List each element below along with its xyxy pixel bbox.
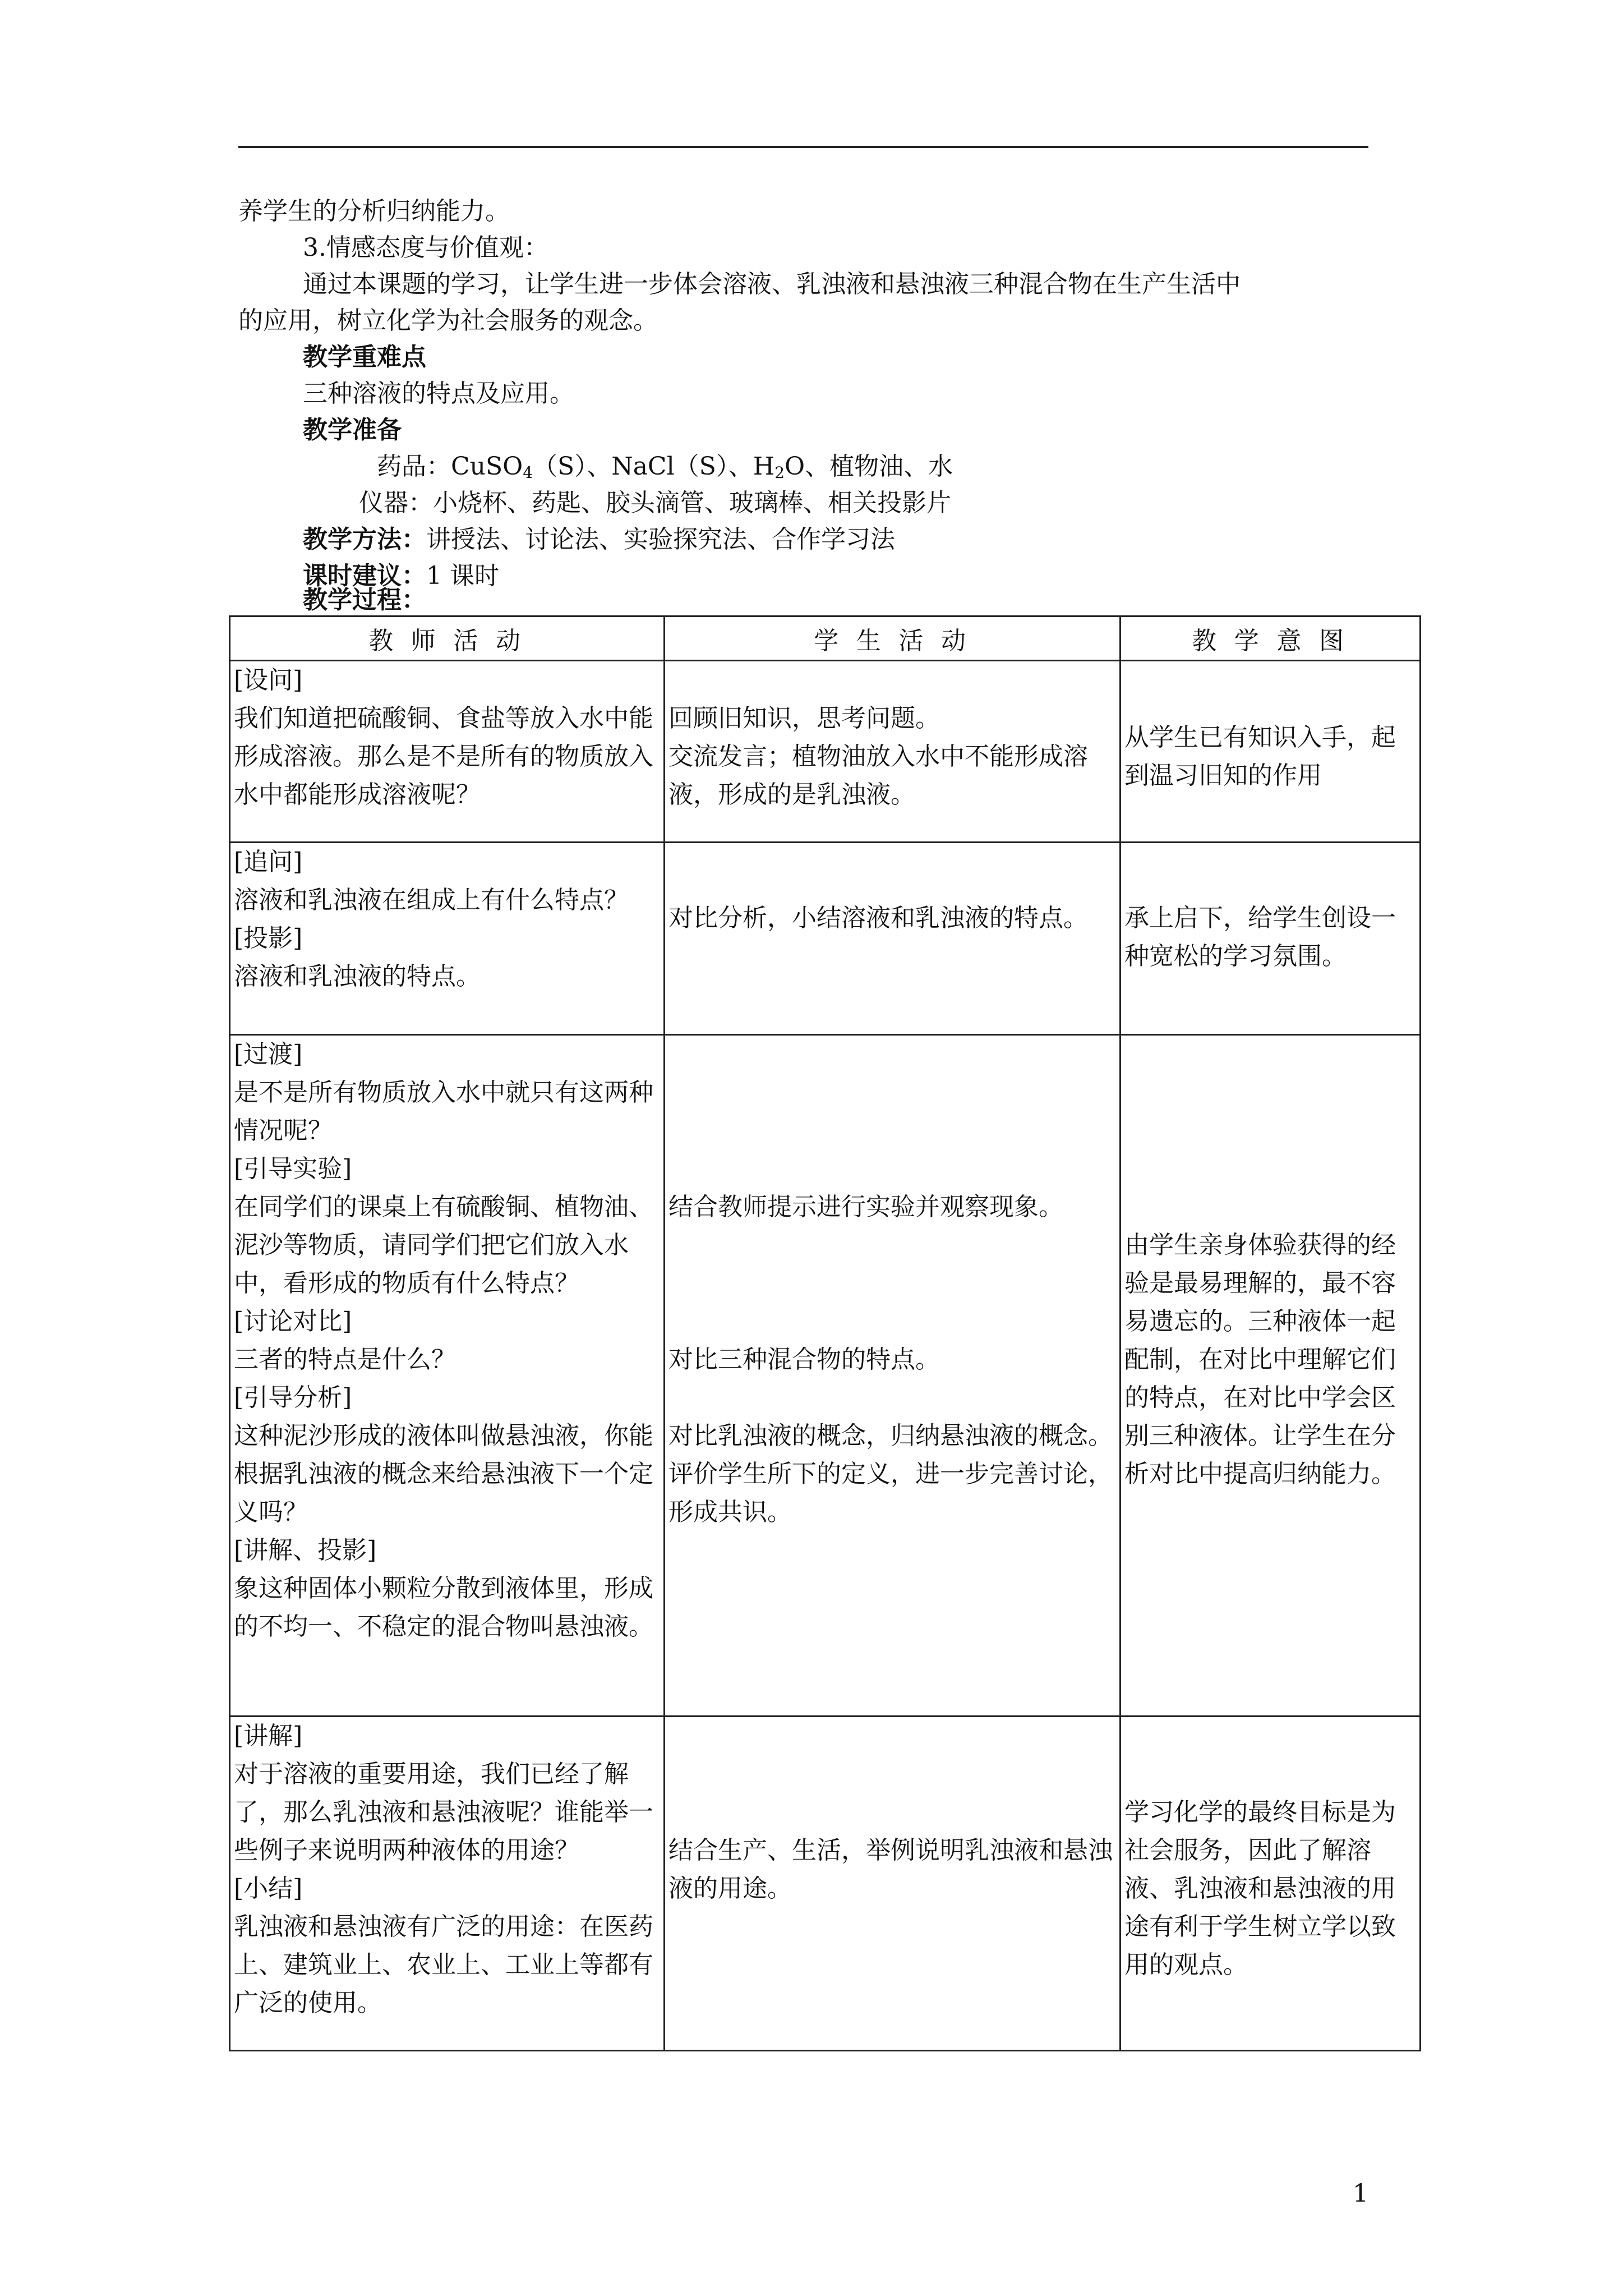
teacher-tag: [投影] <box>234 924 303 953</box>
teacher-text: 对于溶液的重要用途，我们已经了解了，那么乳浊液和悬浊液呢？谁能举一些例子来说明两种液体的用途？ <box>234 1760 653 1865</box>
student-text: 结合教师提示进行实验并观察现象。 <box>668 1193 1063 1221</box>
teacher-text: 溶液和乳浊液的特点。 <box>234 962 481 991</box>
teacher-tag: [追问] <box>234 848 303 876</box>
intent-text: 由学生亲身体验获得的经验是最易理解的，最不容易遗忘的。三种液体一起配制，在对比中理解它们的特点，在对比中学会区别三种液体。让学生在分析对比中提高归纳能力。 <box>1124 1231 1396 1488</box>
focus-text: 三种溶液的特点及应用。 <box>303 379 574 408</box>
intent-text: 学习化学的最终目标是为社会服务，因此了解溶液、乳浊液和悬浊液的用途有利于学生树立学以致用的观点。 <box>1124 1798 1396 1979</box>
student-text: 交流发言；植物油放入水中不能形成溶液，形成的是乳浊液。 <box>668 742 1088 809</box>
teacher-text: 三者的特点是什么？ <box>234 1345 456 1374</box>
header-student-activity: 学 生 活 动 <box>665 616 1121 661</box>
teacher-tag: [过渡] <box>234 1040 303 1069</box>
teacher-text: 在同学们的课桌上有硫酸铜、植物油、泥沙等物质，请同学们把它们放入水中，看形成的物质有什么特点？ <box>234 1193 653 1297</box>
teacher-cell <box>230 843 665 1035</box>
teacher-text: 我们知道把硫酸铜、食盐等放入水中能形成溶液。那么是不是所有的物质放入水中都能形成溶液呢？ <box>234 704 653 809</box>
student-cell <box>665 843 1121 1035</box>
student-cell <box>665 1035 1121 1717</box>
prep-instruments: 仪器：小烧杯、药匙、胶头滴管、玻璃棒、相关投影片 <box>359 489 951 517</box>
header-teaching-intent: 教 学 意 图 <box>1121 616 1421 661</box>
student-text: 结合生产、生活，举例说明乳浊液和悬浊液的用途。 <box>668 1836 1113 1903</box>
table-row <box>230 843 1421 1035</box>
lesson-table <box>229 615 1421 2051</box>
intent-cell <box>1121 843 1421 1035</box>
reagents-text-2: （S）、NaCl（S）、H <box>533 452 775 481</box>
student-text: 评价学生所下的定义，进一步完善讨论，形成共识。 <box>668 1460 1113 1526</box>
teacher-text: 象这种固体小颗粒分散到液体里，形成的不均一、不稳定的混合物叫悬浊液。 <box>234 1574 653 1641</box>
teacher-tag: [小结] <box>234 1874 303 1903</box>
prep-reagents <box>377 450 953 490</box>
reagents-text-3: O、植物油、水 <box>785 452 953 481</box>
intro-line-3: 通过本课题的学习，让学生进一步体会溶液、乳浊液和悬浊液三种混合物在生产生活中 <box>303 270 1241 298</box>
process-heading: 教学过程： <box>303 586 426 614</box>
intro-line-4: 的应用，树立化学为社会服务的观念。 <box>238 306 658 335</box>
student-text: 对比分析，小结溶液和乳浊液的特点。 <box>668 904 1088 932</box>
reagents-text-1: 药品：CuSO <box>377 452 523 481</box>
page-number: 1 <box>1353 2179 1368 2208</box>
prep-heading: 教学准备 <box>303 416 402 444</box>
hours-text: 1 课时 <box>426 562 499 590</box>
teacher-tag: [引导实验] <box>234 1154 352 1183</box>
teacher-text: 这种泥沙形成的液体叫做悬浊液，你能根据乳浊液的概念来给悬浊液下一个定义吗？ <box>234 1421 653 1526</box>
table-header-row <box>230 616 1421 661</box>
table-row <box>230 1035 1421 1717</box>
header-teacher-activity: 教 师 活 动 <box>230 616 665 661</box>
student-text: 对比三种混合物的特点。 <box>668 1345 940 1374</box>
methods-text: 讲授法、讨论法、实验探究法、合作学习法 <box>426 525 895 554</box>
teacher-cell <box>230 1717 665 2051</box>
teacher-text: 乳浊液和悬浊液有广泛的用途：在医药上、建筑业上、农业上、工业上等都有广泛的使用。 <box>234 1912 653 2017</box>
focus-heading: 教学重难点 <box>303 343 426 371</box>
teacher-tag: [引导分析] <box>234 1383 352 1412</box>
student-text: 对比乳浊液的概念，归纳悬浊液的概念。 <box>668 1421 1113 1450</box>
intent-cell <box>1121 1035 1421 1717</box>
table-row <box>230 1717 1421 2051</box>
student-cell <box>665 661 1121 843</box>
teacher-tag: [讲解] <box>234 1722 303 1750</box>
teacher-text: 溶液和乳浊液在组成上有什么特点？ <box>234 886 629 914</box>
header-rule <box>238 146 1368 148</box>
intro-line-1: 养学生的分析归纳能力。 <box>238 197 510 226</box>
methods-line <box>303 523 895 556</box>
student-text: 回顾旧知识，思考问题。 <box>668 704 940 733</box>
intent-cell <box>1121 1717 1421 2051</box>
intent-text: 承上启下，给学生创设一种宽松的学习氛围。 <box>1124 904 1396 970</box>
teacher-cell <box>230 661 665 843</box>
objective-heading: 3.情感态度与价值观： <box>303 233 548 262</box>
hours-label: 课时建议： <box>303 562 426 590</box>
reagents-sub-2: 2 <box>774 463 785 482</box>
teacher-tag: [讨论对比] <box>234 1307 352 1336</box>
teacher-cell <box>230 1035 665 1717</box>
teacher-tag: [讲解、投影] <box>234 1536 377 1565</box>
intent-text: 从学生已有知识入手，起到温习旧知的作用 <box>1124 723 1396 790</box>
teacher-tag: [设问] <box>234 666 303 694</box>
intent-cell <box>1121 661 1421 843</box>
reagents-sub-1: 4 <box>523 463 533 482</box>
methods-label: 教学方法： <box>303 525 426 554</box>
table-row <box>230 661 1421 843</box>
student-cell <box>665 1717 1121 2051</box>
teacher-text: 是不是所有物质放入水中就只有这两种情况呢？ <box>234 1078 653 1145</box>
